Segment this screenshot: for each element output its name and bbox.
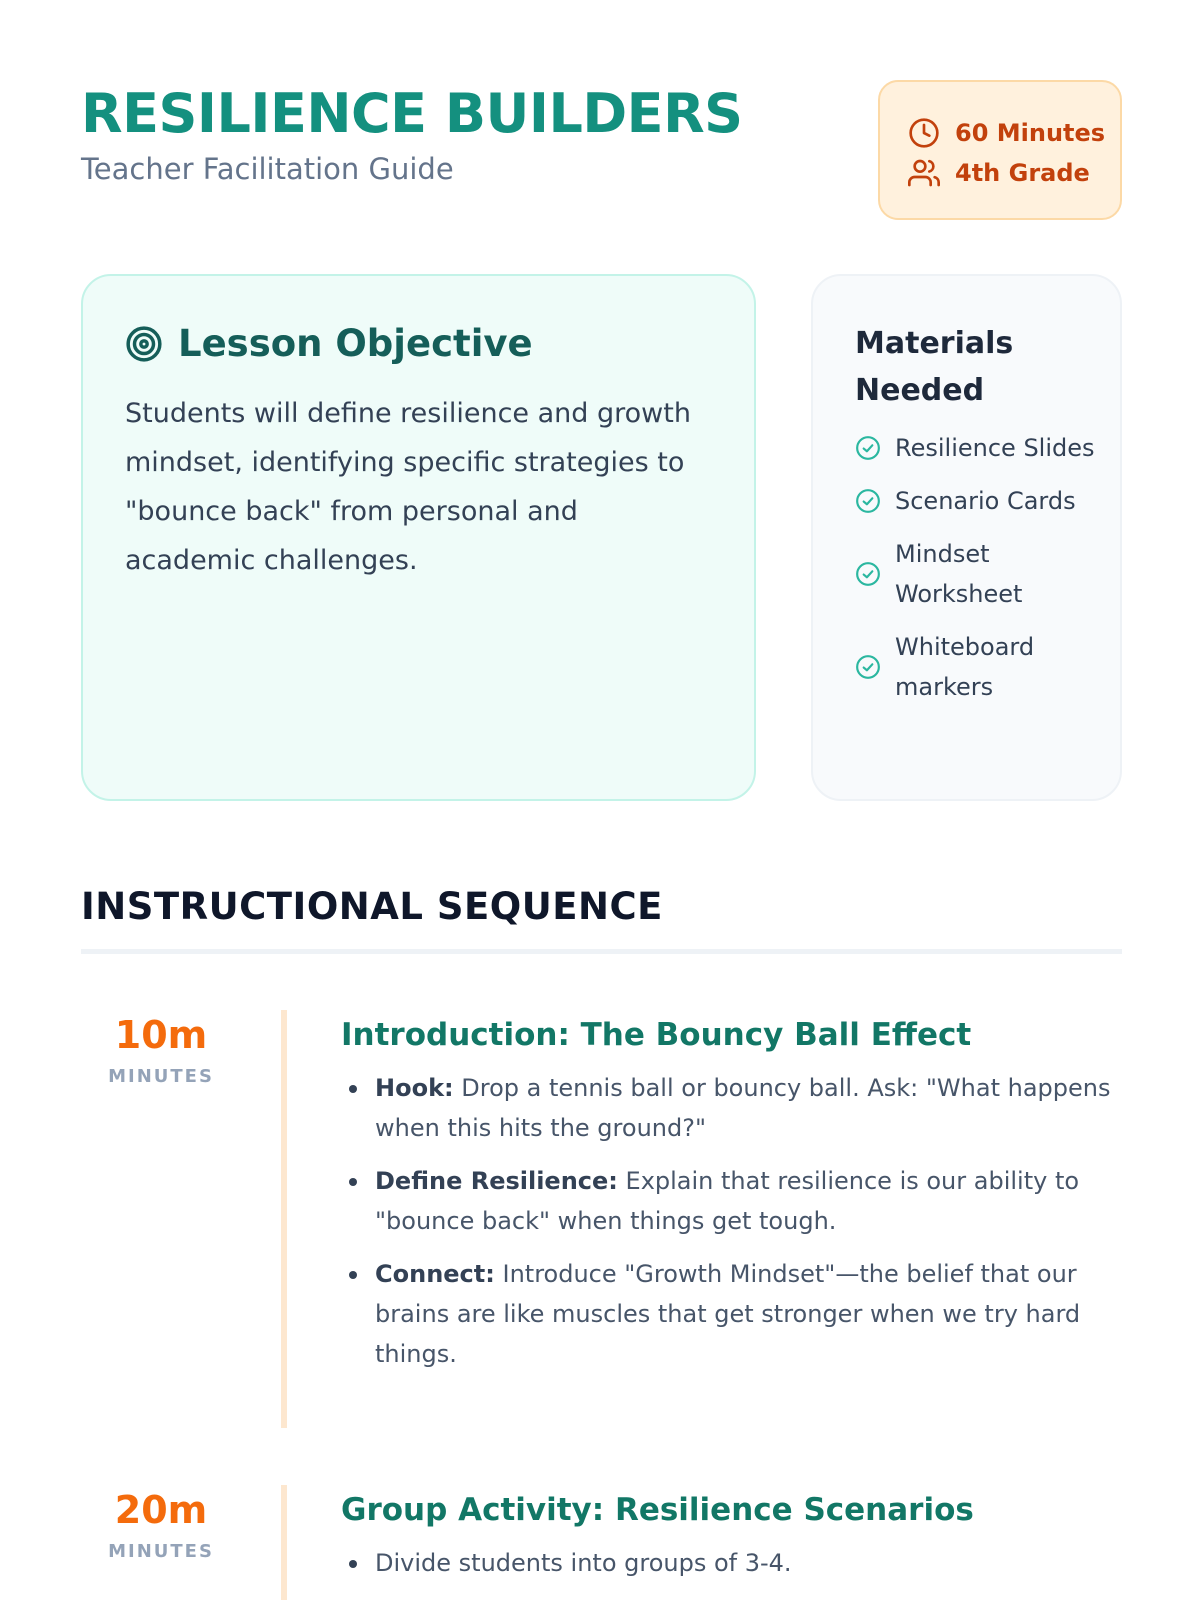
- check-circle-icon: [855, 435, 881, 461]
- bullet-text: Introduce "Growth Mindset"—the belief that our brains are like muscles that get stronger when we try hard things.: [375, 1260, 1081, 1368]
- step-bullets: [341, 1543, 1122, 1583]
- material-label: Resilience Slides: [895, 434, 1095, 462]
- material-item: [855, 627, 1100, 707]
- target-icon: [125, 325, 163, 363]
- timeline-bar: [281, 1485, 287, 1600]
- material-item: [855, 481, 1100, 521]
- material-item: [855, 534, 1100, 614]
- bullet-label: Define Resilience:: [375, 1167, 618, 1195]
- lesson-objective-card: [81, 274, 756, 801]
- material-item: [855, 428, 1100, 468]
- step-content: [341, 1485, 1122, 1596]
- step-title: Group Activity: Resilience Scenarios: [341, 1492, 974, 1528]
- users-icon: [908, 157, 940, 189]
- check-circle-icon: [855, 561, 881, 587]
- step-bullet: [341, 1161, 1122, 1241]
- check-circle-icon: [855, 488, 881, 514]
- step-bullet: [341, 1543, 1122, 1583]
- check-circle-icon: [855, 654, 881, 680]
- bullet-label: Hook:: [375, 1074, 454, 1102]
- bullet-text: Divide students into groups of 3-4.: [375, 1549, 792, 1577]
- materials-title: Materials Needed: [855, 326, 1014, 408]
- material-label: Whiteboard markers: [895, 633, 1035, 701]
- step-bullet: [341, 1068, 1122, 1148]
- step-minutes: 10m: [114, 1013, 208, 1057]
- duration-row: [908, 113, 1120, 153]
- grade-text: 4th Grade: [955, 159, 1090, 187]
- objective-title: Lesson Objective: [178, 322, 533, 365]
- lesson-meta-badge: [878, 80, 1122, 220]
- step-duration: [81, 1010, 241, 1087]
- objective-heading: [125, 322, 714, 365]
- materials-card: [811, 274, 1122, 801]
- section-divider: [81, 949, 1122, 954]
- step-bullet: [341, 1254, 1122, 1374]
- step-duration: [81, 1485, 241, 1562]
- duration-text: 60 Minutes: [955, 119, 1106, 147]
- bullet-text: Drop a tennis ball or bouncy ball. Ask: "What happens when this hits the ground?": [375, 1074, 1111, 1142]
- bullet-text: Explain that resilience is our ability to "bounce back" when things get tough.: [375, 1167, 1080, 1235]
- step-title: Introduction: The Bouncy Ball Effect: [341, 1017, 972, 1053]
- page-header: [81, 80, 1122, 220]
- step-content: [341, 1010, 1122, 1387]
- material-label: Mindset Worksheet: [895, 540, 1023, 608]
- objective-text: Students will define resilience and growth mindset, identifying specific strategies to "bounce back" from personal and academic challenges.: [125, 398, 691, 576]
- page-subtitle: Teacher Facilitation Guide: [81, 152, 454, 186]
- clock-icon: [908, 117, 940, 149]
- step-bullets: [341, 1068, 1122, 1374]
- materials-list: [855, 428, 1100, 707]
- sequence-title: INSTRUCTIONAL SEQUENCE: [81, 885, 663, 928]
- grade-row: [908, 153, 1120, 193]
- timeline-bar: [281, 1010, 287, 1428]
- material-label: Scenario Cards: [895, 487, 1076, 515]
- page-title: RESILIENCE BUILDERS: [81, 82, 743, 145]
- step-unit-label: MINUTES: [108, 1541, 214, 1562]
- step-minutes: 20m: [114, 1488, 208, 1532]
- step-unit-label: MINUTES: [108, 1066, 214, 1087]
- bullet-label: Connect:: [375, 1260, 495, 1288]
